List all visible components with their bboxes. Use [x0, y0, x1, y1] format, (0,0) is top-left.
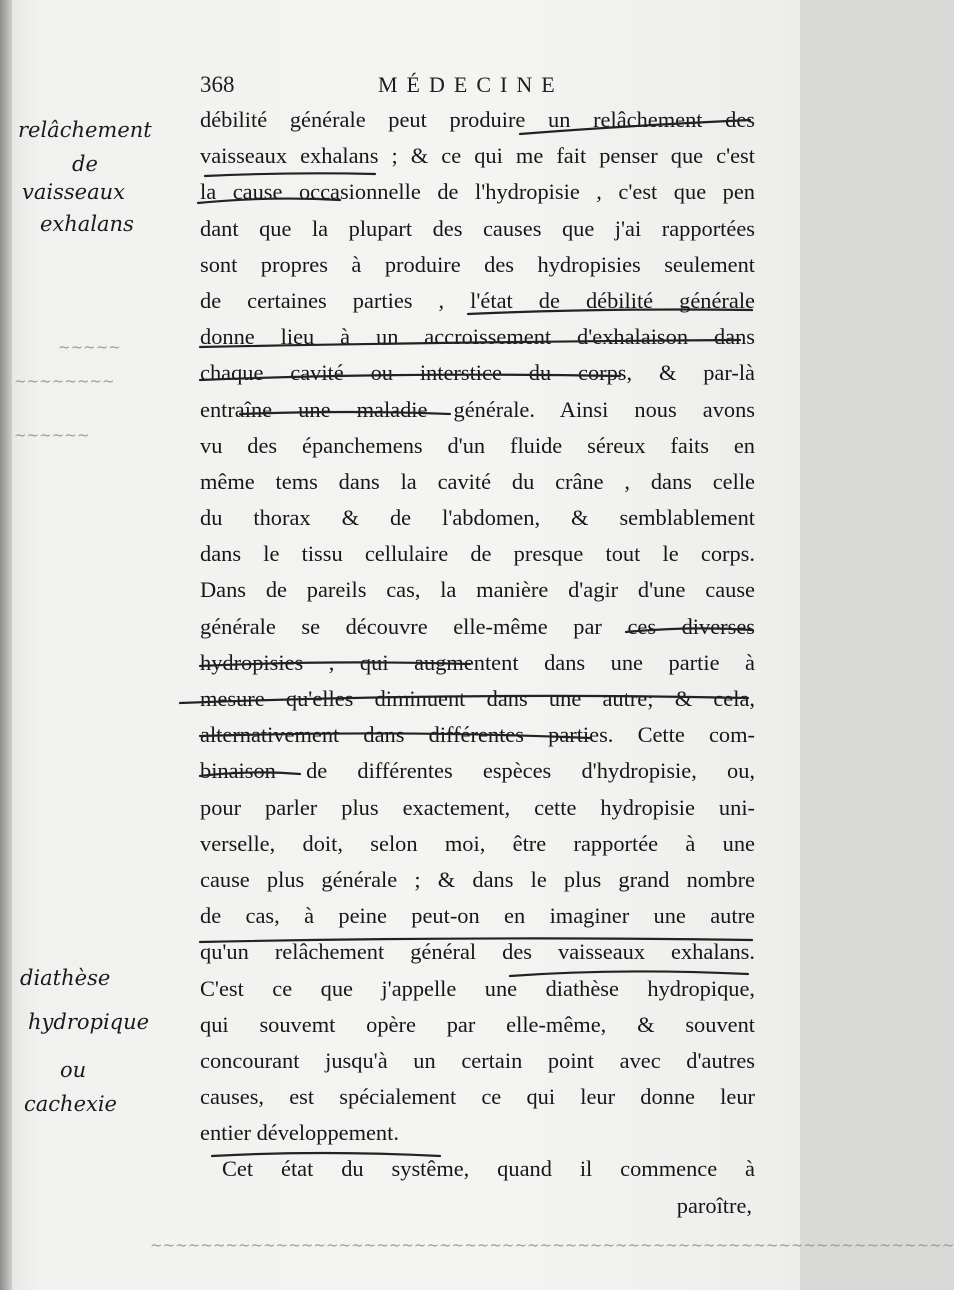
text-line: générale se découvre elle-même par ces diverses	[200, 613, 755, 639]
text-line: pour parler plus exactement, cette hydropisie uni-	[200, 794, 755, 820]
running-title: MÉDECINE	[378, 72, 564, 97]
text-line: cause plus générale ; & dans le plus grand nombre	[200, 866, 755, 892]
faded-scribble: ~~~~~~~~	[14, 372, 115, 390]
text-line: entier développement.	[200, 1120, 399, 1146]
text-line: entraîne une maladie générale. Ainsi nous avons	[200, 396, 755, 422]
catchword: paroître,	[676, 1192, 752, 1218]
marginal-note-line: diathèse	[20, 966, 111, 990]
page-number: 368	[200, 72, 235, 97]
marginal-note-line: cachexie	[24, 1092, 117, 1116]
text-line: de cas, à peine peut-on en imaginer une autre	[200, 903, 755, 929]
text-line: la cause occasionnelle de l'hydropisie , c'est que pen	[200, 179, 755, 205]
text-line: vu des épanchemens d'un fluide séreux faits en	[200, 432, 755, 458]
text-line: dant que la plupart des causes que j'ai rapportées	[200, 215, 755, 241]
marginal-note-line: ou	[60, 1058, 87, 1082]
marginal-note-line: hydropique	[28, 1010, 150, 1034]
text-line: vaisseaux exhalans ; & ce qui me fait penser que c'est	[200, 143, 755, 169]
text-line: Cet état du systême, quand il commence à	[222, 1156, 755, 1182]
text-line: verselle, doit, selon moi, être rapportée à une	[200, 830, 755, 856]
text-line: du thorax & de l'abdomen, & semblablement	[200, 505, 755, 531]
text-line: Dans de pareils cas, la manière d'agir d'une cause	[200, 577, 755, 603]
text-line: mesure qu'elles diminuent dans une autre; & cela,	[200, 686, 755, 711]
text-line: binaison de différentes espèces d'hydropisie, ou,	[200, 758, 755, 784]
marginal-note-line: vaisseaux	[22, 180, 125, 204]
text-line: C'est ce que j'appelle une diathèse hydropique,	[200, 975, 755, 1001]
marginal-note-line: exhalans	[40, 212, 134, 236]
body-text	[200, 102, 755, 1224]
text-line: qu'un relâchement général des vaisseaux exhalans.	[200, 939, 755, 965]
text-line: qui souvemt opère par elle-même, & souvent	[200, 1011, 755, 1037]
marginal-note-line: de	[72, 152, 98, 176]
text-line: de certaines parties , l'état de débilité générale	[200, 287, 755, 313]
text-line: donne lieu à un accroissement d'exhalaison dans	[200, 324, 755, 350]
text-line: hydropisies , qui augmentent dans une partie à	[200, 649, 755, 675]
text-line: dans le tissu cellulaire de presque tout le corps.	[200, 541, 755, 567]
page-gutter-shadow	[0, 0, 12, 1290]
text-line: alternativement dans différentes parties. Cette com-	[200, 722, 755, 748]
text-line: causes, est spécialement ce qui leur donne leur	[200, 1084, 755, 1110]
faded-bottom-scribble: ~~~~~~~~~~~~~~~~~~~~~~~~~~~~~~~~~~~~~~~~~~~~~~~~~~~~~~~~~~~~~~~~	[150, 1236, 954, 1254]
page-header	[200, 72, 760, 106]
faded-scribble: ~~~~~	[58, 338, 121, 356]
faded-scribble: ~~~~~~	[14, 426, 90, 444]
text-line: sont propres à produire des hydropisies seulement	[200, 251, 755, 277]
text-line: chaque cavité ou interstice du corps, & par-là	[200, 360, 755, 386]
text-line: débilité générale peut produire un relâchement des	[200, 107, 755, 132]
text-line: même tems dans la cavité du crâne , dans celle	[200, 468, 755, 494]
marginal-note-line: relâchement	[18, 118, 152, 142]
text-line: concourant jusqu'à un certain point avec d'autres	[200, 1047, 755, 1073]
